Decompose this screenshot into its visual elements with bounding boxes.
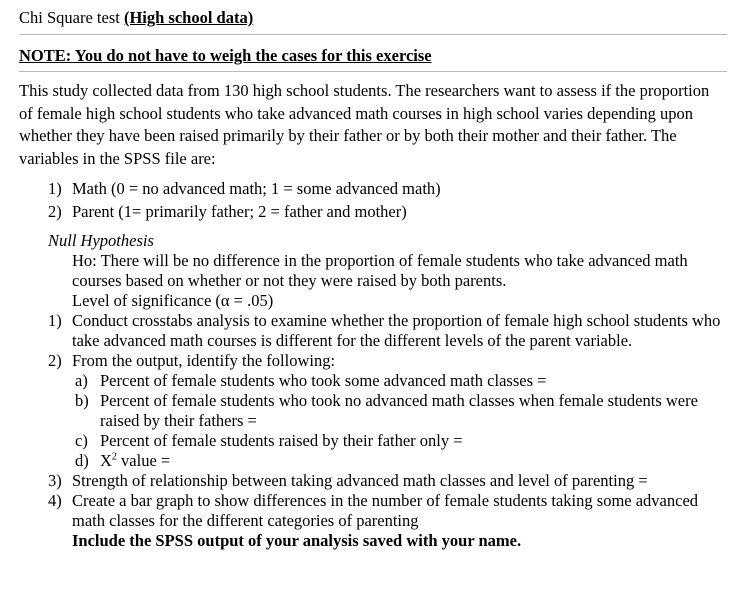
title-link: (High school data) [123, 8, 254, 27]
question-item: 2) From the output, identify the following: [48, 351, 336, 370]
sub-question-item: a) Percent of female students who took some advanced math classes = [75, 371, 547, 390]
null-hypothesis-text: Ho: There will be no difference in the proportion of female students who take advanced math courses based on whether or not they were raised by both parents. [72, 251, 688, 290]
document-title [19, 8, 729, 28]
significance-level: Level of significance (α = .05) [72, 291, 274, 310]
question-item: 1) Conduct crosstabs analysis to examine whether the proportion of female high school students who take advanced math courses is different for the different levels of the parent variable. [48, 311, 721, 350]
sub-question-item: d) $X^2$ value = [75, 451, 171, 470]
variable-item: 2) Parent (1= primarily father; 2 = father and mother) [48, 202, 407, 221]
intro-paragraph: This study collected data from 130 high school students. The researchers want to assess if the proportion of female high school students who take advanced math courses in high school varies depending upon whether they have been raised primarily by their father or by both their mother and their father. The variables in the SPSS file are: [19, 81, 710, 168]
questions-list [19, 311, 727, 531]
question-item: 4) Create a bar graph to show differences in the number of female students taking some advanced math classes for the different categories of parenting [48, 491, 699, 530]
final-instruction: Include the SPSS output of your analysis saved with your name. [72, 531, 522, 550]
sub-question-item: b) Percent of female students who took no advanced math classes when female students were raised by their fathers = [75, 391, 698, 430]
variable-item: 1) Math (0 = no advanced math; 1 = some advanced math) [48, 179, 441, 198]
variables-list [19, 179, 727, 222]
null-hypothesis-heading: Null Hypothesis [48, 231, 154, 250]
question-item: 3) Strength of relationship between taking advanced math classes and level of parenting = [48, 471, 648, 490]
title-prefix: Chi Square test [19, 8, 124, 27]
note-heading: NOTE: You do not have to weigh the cases for this exercise [19, 34, 727, 66]
sub-question-item: c) Percent of female students raised by their father only = [75, 431, 463, 450]
exercise-box [19, 71, 727, 551]
